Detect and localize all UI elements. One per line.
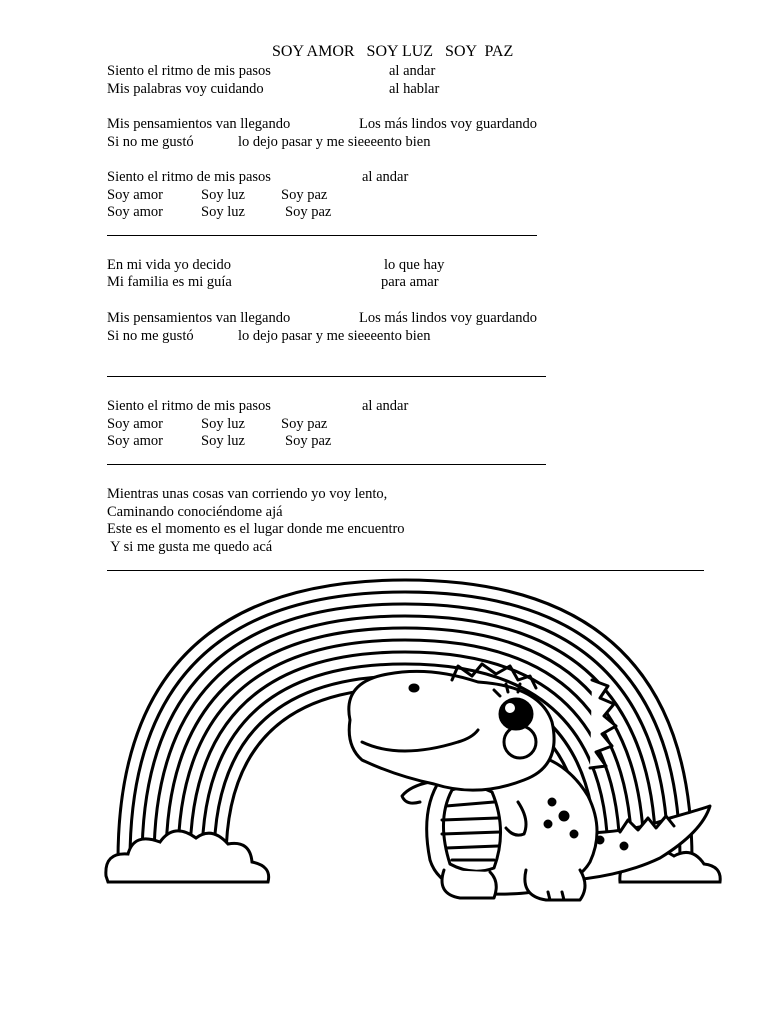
lyric-line: Soy amor: [107, 433, 163, 449]
lyric-line: Mis pensamientos van llegando: [107, 116, 291, 132]
lyric-line: Soy luz: [201, 187, 245, 203]
lyric-line: Soy paz: [281, 187, 328, 203]
lyric-line: al andar: [362, 398, 409, 414]
lyric-line: Mi familia es mi guía: [107, 274, 232, 290]
lyric-line: Soy luz: [201, 416, 245, 432]
lyric-line: Los más lindos voy guardando: [359, 310, 538, 326]
divider-line: [107, 464, 546, 465]
lyric-line: Soy luz: [201, 204, 245, 220]
lyric-line: al hablar: [389, 81, 440, 97]
lyric-line: Soy paz: [285, 433, 332, 449]
lyric-line: Caminando conociéndome ajá: [107, 504, 283, 520]
divider-line: [107, 235, 537, 236]
lyric-line: Mis pensamientos van llegando: [107, 310, 291, 326]
lyric-line: Soy amor: [107, 204, 163, 220]
lyric-line: Soy paz: [281, 416, 328, 432]
lyric-line: Siento el ritmo de mis pasos: [107, 398, 271, 414]
rainbow-dinosaur-illustration: [100, 570, 730, 910]
lyric-line: al andar: [362, 169, 409, 185]
lyric-line: Soy luz: [201, 433, 245, 449]
lyric-line: En mi vida yo decido: [107, 257, 232, 273]
lyric-line: lo dejo pasar y me sieeeento bien: [238, 328, 431, 344]
lyric-line: Los más lindos voy guardando: [359, 116, 538, 132]
lyric-line: Soy amor: [107, 416, 163, 432]
divider-line: [107, 376, 546, 377]
lyric-line: Siento el ritmo de mis pasos: [107, 169, 271, 185]
lyric-line: Este es el momento es el lugar donde me encuentro: [107, 521, 405, 537]
lyric-line: lo que hay: [384, 257, 445, 273]
lyric-line: Mientras unas cosas van corriendo yo voy lento,: [107, 486, 388, 502]
lyric-line: para amar: [381, 274, 439, 290]
lyric-line: Y si me gusta me quedo acá: [107, 539, 273, 555]
song-title: SOY AMOR SOY LUZ SOY PAZ: [272, 43, 514, 60]
lyric-line: Si no me gustó: [107, 328, 194, 344]
lyric-line: Siento el ritmo de mis pasos: [107, 63, 271, 79]
lyric-line: al andar: [389, 63, 436, 79]
lyric-line: Soy paz: [285, 204, 332, 220]
lyric-line: Si no me gustó: [107, 134, 194, 150]
lyric-line: Mis palabras voy cuidando: [107, 81, 264, 97]
lyric-line: lo dejo pasar y me sieeeento bien: [238, 134, 431, 150]
lyric-line: Soy amor: [107, 187, 163, 203]
